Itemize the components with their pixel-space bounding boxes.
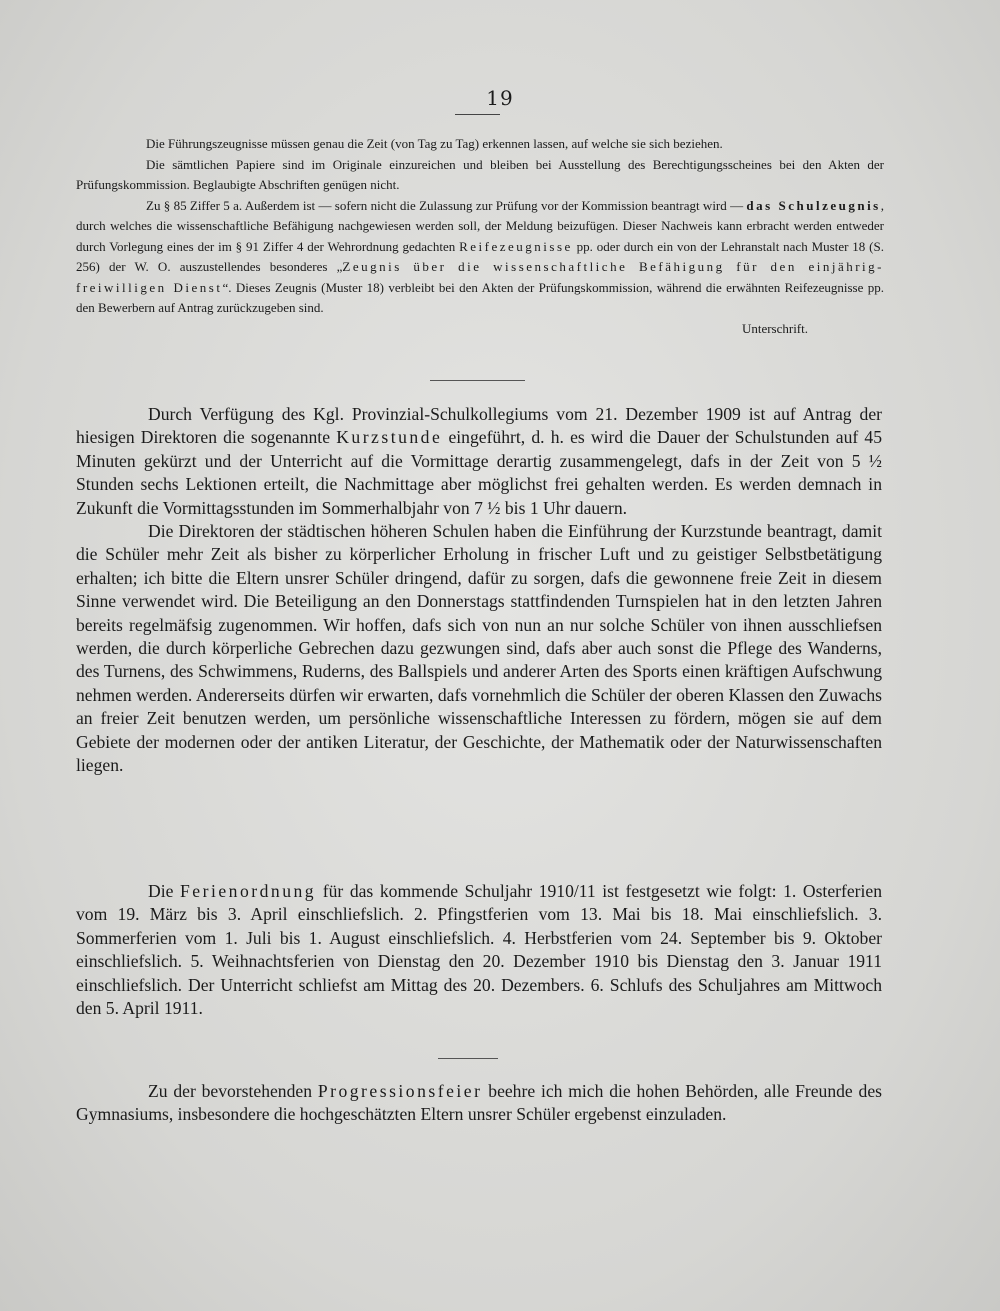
section-divider bbox=[438, 1058, 498, 1059]
body-text: Durch Verfügung des Kgl. Provinzial-Schulkollegiums vom 21. Dezember 1909 ist auf Antrag der hiesigen Direktoren die sogenannte bbox=[76, 404, 882, 448]
body-text: beehre ich mich die hohen Behörden, alle Freunde des Gymnasiums, insbesondere die hochgeschätzten Eltern unsrer Schüler ergebenst einzuladen. bbox=[76, 1081, 882, 1125]
footnote-block bbox=[76, 134, 884, 339]
body-text: Zu der bevorstehenden bbox=[148, 1081, 318, 1101]
section-kurzstunde bbox=[76, 403, 882, 778]
spaced-term: das Schulzeugnis bbox=[746, 197, 881, 213]
body-paragraph bbox=[76, 1080, 882, 1127]
body-paragraph: Die Direktoren der städtischen höheren Schulen haben die Einführung der Kurzstunde beantragt, damit die Schüler mehr Zeit als bisher zu körperlicher Erholung in frischer Luft und zu geistiger Selbstbetätigung erhalten; ich bitte die Eltern unsrer Schüler dringend, dafür zu sorgen, dafs die gewonnene freie Zeit in diesem Sinne verwendet wird. Die Beteiligung an den Donnerstags stattfindenden Turnspielen hat in den letzten Jahren bereits regelmäfsig zugenommen. Wir hoffen, dafs sich von nun an nur solche Schüler von ihnen ausschliefsen werden, die durch körperliche Gebrechen dazu gezwungen sind, dafs aber auch sonst die Pflege des Wanderns, des Turnens, des Schwimmens, Ruderns, des Ballspiels und anderer Arten des Sports einen kräftigen Aufschwung nehmen werden. Andererseits dürfen wir erwarten, dafs vornehmlich die Schüler der oberen Klassen den Zuwachs an freier Zeit benutzen werden, um persönliche wissenschaftliche Interessen zu fördern, mögen sie auf dem Gebiete der modernen oder der antiken Literatur, der Geschichte, der Mathematik oder der Naturwissenschaften liegen. bbox=[76, 521, 882, 776]
spaced-term: Progressionsfeier bbox=[317, 1081, 483, 1101]
footnote-text: Zu § 85 Ziffer 5 a. Außerdem ist — sofern nicht die Zulassung zur Prüfung vor der Kommission beantragt wird — bbox=[146, 197, 747, 213]
footnote-text: pp. oder durch ein von der Lehranstalt nach Muster 18 (S. 256) der W. O. auszustellendes besonderes „ bbox=[76, 238, 884, 274]
page-number: 19 bbox=[486, 86, 514, 110]
footnote-paragraph bbox=[76, 196, 884, 319]
page-number-rule bbox=[455, 114, 500, 115]
spaced-term: Reifezeugnisse bbox=[459, 238, 573, 254]
footnote-text: “. Dieses Zeugnis (Muster 18) verbleibt bei den Akten der Prüfungskommission, während die erwähnten Reifezeugnisse pp. den Bewerbern auf Antrag zurückzugeben sind. bbox=[76, 279, 884, 315]
body-text: für das kommende Schuljahr 1910/11 ist festgesetzt wie folgt: 1. Osterferien vom 19. März bis 3. April einschliefslich. 2. Pfingstferien vom 13. Mai bis 18. Mai einschliefslich. 3. Sommerferien vom 1. Juli bis 1. August einschliefslich. 4. Herbstferien vom 24. September bis 9. Oktober einschliefslich. 5. Weihnachtsferien von Dienstag den 20. Dezember 1910 bis Dienstag den 3. Januar 1911 einschliefslich. Der Unterricht schliefst am Mittag des 20. Dezembers. 6. Schlufs des Schuljahres am Mittwoch den 5. April 1911. bbox=[76, 881, 883, 1019]
body-paragraph bbox=[76, 880, 882, 1020]
body-text: eingeführt, d. h. es wird die Dauer der Schulstunden auf 45 Minuten gekürzt und der Unterricht auf die Vormittage derartig zusammengelegt, dafs in der Zeit von 5 ½ Stunden sechs Lektionen erteilt, die Nachmittage aber möglichst frei gehalten werden. Es werden demnach in Zukunft die Vormittagsstunden im Sommerhalbjahr von 7 ½ bis 1 Uhr dauern. bbox=[76, 427, 883, 518]
signature-line: Unterschrift. bbox=[741, 320, 808, 336]
spaced-term: Ferienordnung bbox=[180, 881, 317, 901]
section-divider bbox=[430, 380, 525, 381]
footnote-text: , durch welches die wissenschaftliche Befähigung nachgewiesen werden soll, der Meldung beizufügen. Dieser Nachweis kann erbracht werden entweder durch Vorlegung eines der im § 91 Ziffer 4 der Wehrordnung gedachten bbox=[76, 197, 884, 254]
section-ferienordnung bbox=[76, 880, 882, 1020]
footnote-paragraph: Die Führungszeugnisse müssen genau die Zeit (von Tag zu Tag) erkennen lassen, auf welche sie sich beziehen. bbox=[146, 136, 723, 151]
footnote-paragraph: Die sämtlichen Papiere sind im Originale einzureichen und bleiben bei Ausstellung des Berechtigungsscheines bei den Akten der Prüfungskommission. Beglaubigte Abschriften genügen nicht. bbox=[76, 156, 884, 192]
section-progressionsfeier bbox=[76, 1080, 882, 1127]
body-text: Die bbox=[148, 881, 181, 901]
spaced-term: Kurzstunde bbox=[336, 427, 443, 448]
spaced-term: Zeugnis über die wissenschaftliche Befähigung für den einjährig-freiwilligen Dienst bbox=[76, 259, 884, 295]
body-paragraph bbox=[76, 403, 882, 520]
